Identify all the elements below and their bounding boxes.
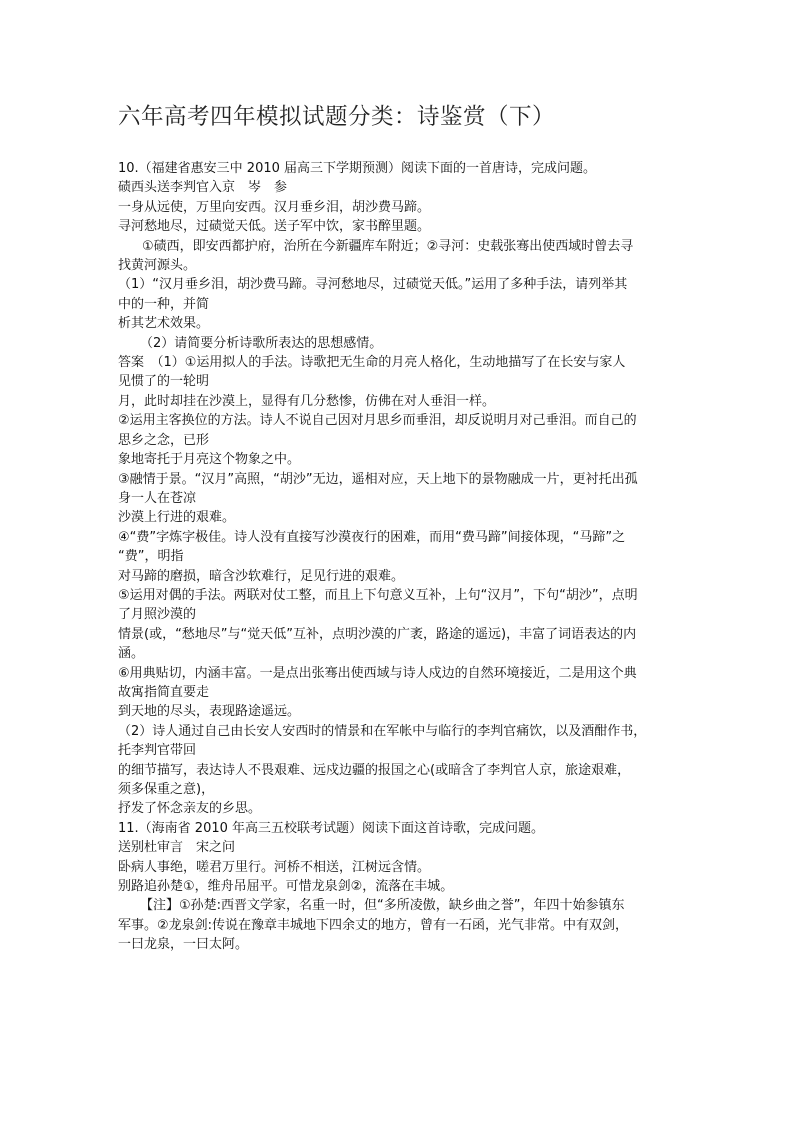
question-11-heading: 11.（海南省 2010 年高三五校联考试题）阅读下面这首诗歌，完成问题。 <box>118 820 545 836</box>
poem-note: ①碛西，即安西都护府，治所在今新疆库车附近；②寻河：史载张骞出使西域时曾去寻 <box>142 238 634 254</box>
answer-line: ③融情于景。“汉月”高照，“胡沙”无边，遥相对应，天上地下的景物融成一片，更衬托出孤 <box>118 471 638 487</box>
answer-line: ②运用主客换位的方法。诗人不说自己因对月思乡而垂泪，却反说明月对己垂泪。而自己的 <box>118 413 637 429</box>
answer-line: 象地寄托于月亮这个物象之中。 <box>118 452 301 468</box>
answer-line: ⑥用典贴切，内涵丰富。一是点出张骞出使西域与诗人戍边的自然环境接近，二是用这个典 <box>118 665 637 681</box>
poem-line: 卧病人事绝，嗟君万里行。河桥不相送，江树远含情。 <box>118 859 431 875</box>
answer-line: 月，此时却挂在沙漠上，显得有几分愁惨，仿佛在对人垂泪一样。 <box>118 393 496 409</box>
answer-line: ④“费”字炼字极佳。诗人没有直接写沙漠夜行的困难，而用“费马蹄”间接体现，“马蹄”之 <box>118 529 626 545</box>
poem-line: 一身从远使，万里向安西。汉月垂乡泪，胡沙费马蹄。 <box>118 199 431 215</box>
answer-line: 情景(或，“愁地尽”与“觉天低”互补，点明沙漠的广袤，路途的遥远)，丰富了词语表达的内 <box>118 626 637 642</box>
answer-line: 见惯了的一轮明 <box>118 374 210 390</box>
question-line: （2）请简要分析诗歌所表达的思想感情。 <box>140 335 383 351</box>
answer-line: 到天地的尽头，表现路途遥远。 <box>118 704 301 720</box>
answer-line: 了月照沙漠的 <box>118 607 197 623</box>
answer-line: 抒发了怀念亲友的乡思。 <box>118 801 262 817</box>
question-line: （1）“汉月垂乡泪，胡沙费马蹄。寻河愁地尽，过碛觉天低。”运用了多种手法，请列举其 <box>118 277 628 293</box>
document-body <box>118 159 678 955</box>
poem-note: 军事。②龙泉剑:传说在豫章丰城地下四余丈的地方，曾有一石函，光气非常。中有双剑， <box>118 917 629 933</box>
poem-note: 一曰龙泉，一曰太阿。 <box>118 937 249 953</box>
answer-line: 思乡之念，已形 <box>118 432 210 448</box>
answer-line: 须多保重之意)， <box>118 782 215 797</box>
page-title: 六年高考四年模拟试题分类：诗鉴赏（下） <box>118 104 556 130</box>
answer-line: “费”，明指 <box>118 549 184 565</box>
answer-line: （2）诗人通过自己由长安人安西时的情景和在军帐中与临行的李判官痛饮，以及酒酣作书， <box>118 723 647 739</box>
answer-line: 沙漠上行进的艰难。 <box>118 510 236 526</box>
poem-line: 别路追孙楚①，维舟吊屈平。可惜龙泉剑②，流落在丰城。 <box>118 879 454 895</box>
answer-line: 对马蹄的磨损，暗含沙软难行，足见行进的艰难。 <box>118 568 405 584</box>
answer-line: 答案 （1）①运用拟人的手法。诗歌把无生命的月亮人格化，生动地描写了在长安与家人 <box>118 355 626 371</box>
poem-line: 寻河愁地尽，过碛觉天低。送子军中饮，家书醉里题。 <box>118 219 431 235</box>
question-line: 中的一种，并简 <box>118 296 210 312</box>
answer-line: ⑤运用对偶的手法。两联对仗工整，而且上下句意义互补，上句“汉月”，下句“胡沙”，点明 <box>118 587 638 603</box>
poem-title: 送别杜审言 宋之问 <box>118 840 236 856</box>
poem-note: 找黄河源头。 <box>118 258 197 274</box>
poem-title: 碛西头送李判官入京 岑 参 <box>118 180 288 196</box>
question-line: 析其艺术效果。 <box>118 316 210 332</box>
answer-line: 故寓指简直要走 <box>118 684 210 700</box>
answer-line: 的细节描写，表达诗人不畏艰难、远戍边疆的报国之心(或暗含了李判官人京，旅途艰难， <box>118 762 631 778</box>
question-10-heading: 10.（福建省惠安三中 2010 届高三下学期预测）阅读下面的一首唐诗，完成问题。 <box>118 161 597 176</box>
poem-note: 【注】①孙楚:西晋文学家，名重一时，但“多所凌傲，缺乡曲之誉”，年四十始参镇东 <box>140 898 625 914</box>
answer-line: 涵。 <box>118 646 145 662</box>
answer-line: 身一人在苍凉 <box>118 490 197 506</box>
answer-line: 托李判官带回 <box>118 743 197 759</box>
